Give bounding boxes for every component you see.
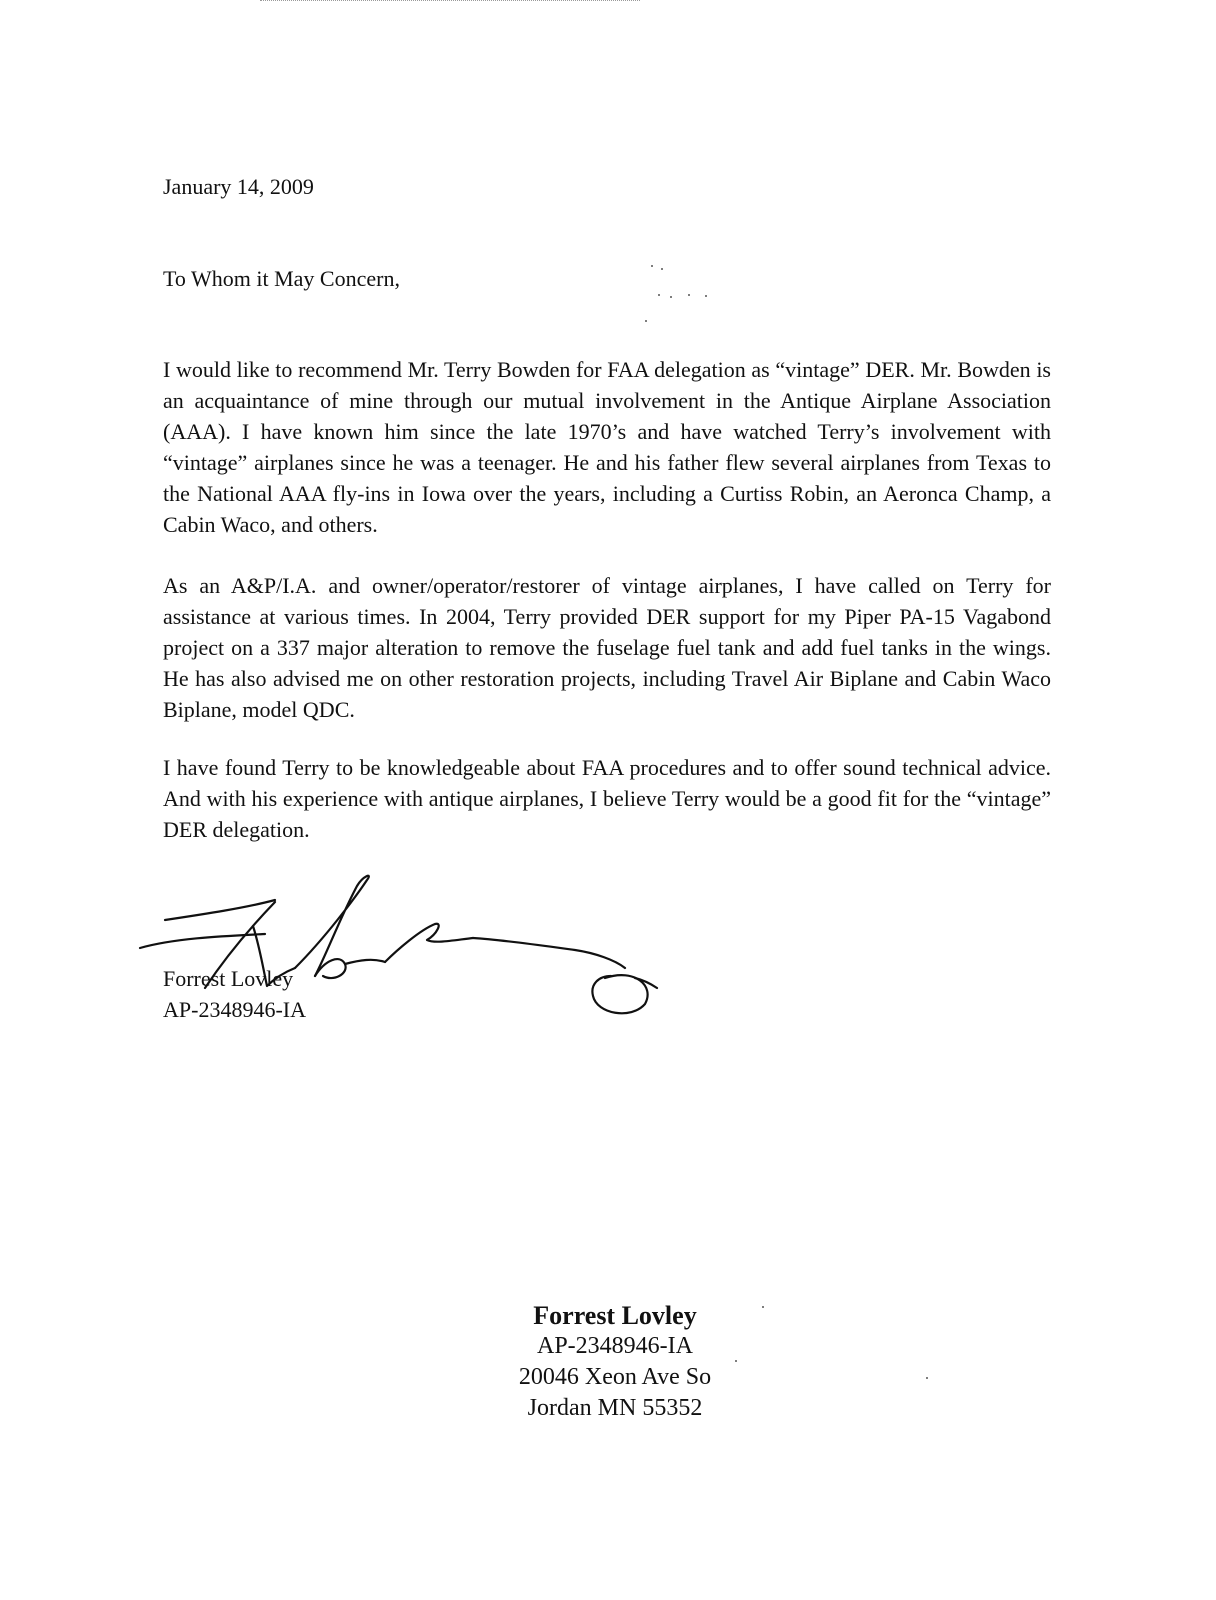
scan-speck (926, 1377, 928, 1379)
address-street: 20046 Xeon Ave So (518, 1364, 712, 1390)
address-name: Forrest Lovley (533, 1301, 697, 1330)
scan-speck (658, 294, 660, 296)
scan-speck (670, 296, 672, 298)
scan-speck (651, 265, 653, 267)
scan-speck (762, 1306, 764, 1308)
scan-edge-artifact (260, 0, 640, 3)
scan-speck (735, 1360, 737, 1362)
letter-paragraph-2: As an A&P/I.A. and owner/operator/restorer of vintage airplanes, I have called on Terry for assistance at various times. In 2004, Terry provided DER support for my Piper PA-15 Vagabond project on a 337 major alteration to remove the fuselage fuel tank and add fuel tanks in the wings. He has also advised me on other restoration projects, including Travel Air Biplane and Cabin Waco Biplane, model QDC. (163, 573, 1051, 722)
scan-speck (661, 268, 663, 270)
scan-speck (645, 320, 647, 322)
signer-name: Forrest Lovley (163, 966, 294, 991)
address-id: AP-2348946-IA (537, 1333, 693, 1359)
scan-speck (688, 294, 690, 296)
letter-paragraph-1: I would like to recommend Mr. Terry Bowden for FAA delegation as “vintage” DER. Mr. Bowden is an acquaintance of mine through our mutual involvement in the Antique Airplane Association (AAA). I have known him since the late 1970’s and have watched Terry’s involvement with “vintage” airplanes since he was a teenager. He and his father flew several airplanes from Texas to the National AAA fly-ins in Iowa over the years, including a Curtiss Robin, an Aeronca Champ, a Cabin Waco, and others. (163, 357, 1051, 537)
address-city-state-zip: Jordan MN 55352 (527, 1395, 703, 1421)
letter-salutation: To Whom it May Concern, (163, 266, 400, 291)
address-block (480, 1300, 750, 1424)
signer-id: AP-2348946-IA (163, 997, 306, 1022)
letter-date: January 14, 2009 (163, 174, 314, 199)
letter-paragraph-3: I have found Terry to be knowledgeable about FAA procedures and to offer sound technical advice. And with his experience with antique airplanes, I believe Terry would be a good fit for the “vintage” DER delegation. (163, 755, 1051, 842)
scan-speck (705, 295, 707, 297)
